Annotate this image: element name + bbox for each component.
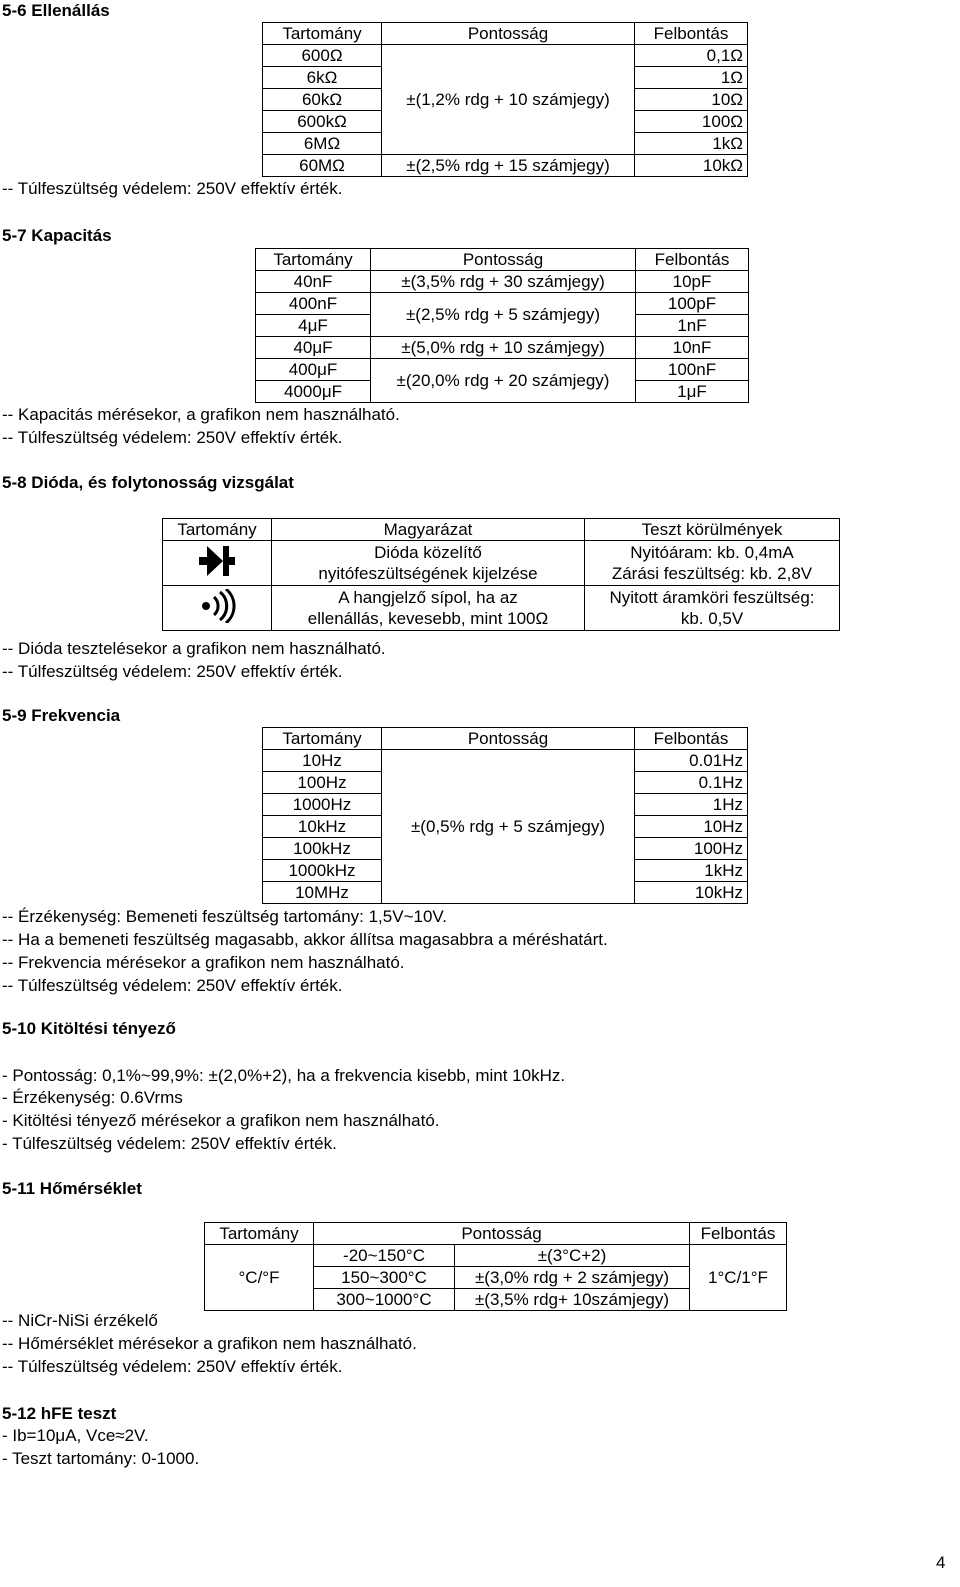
table-header: Teszt körülmények [585, 519, 840, 541]
table-cell: 10kHz [635, 882, 748, 904]
table-cell: 1000kHz [263, 860, 382, 882]
note: -- Túlfeszültség védelem: 250V effektív érték. [2, 428, 343, 447]
table-cell: Nyitott áramköri feszültség: kb. 0,5V [585, 586, 840, 631]
table-cell: 10kHz [263, 816, 382, 838]
table-cell: ±(0,5% rdg + 5 számjegy) [382, 750, 635, 904]
table-cell: 10kΩ [635, 155, 748, 177]
table-cell: ±(2,5% rdg + 5 számjegy) [371, 293, 636, 337]
table-cell: Dióda közelítő nyitófeszültségének kijelzése [272, 541, 585, 586]
section-title-duty-cycle: 5-10 Kitöltési tényező [2, 1019, 176, 1038]
section-title-temperature: 5-11 Hőmérséklet [2, 1179, 142, 1198]
table-cell: 6MΩ [263, 133, 382, 155]
note: -- Túlfeszültség védelem: 250V effektív érték. [2, 179, 343, 198]
table-cell: 60kΩ [263, 89, 382, 111]
table-cell: 1kHz [635, 860, 748, 882]
table-header: Pontosság [371, 249, 636, 271]
note: -- Kapacitás mérésekor, a grafikon nem használható. [2, 405, 400, 424]
table-cell: 1Ω [635, 67, 748, 89]
table-header: Pontosság [382, 728, 635, 750]
table-header: Magyarázat [272, 519, 585, 541]
table-header: Tartomány [263, 728, 382, 750]
table-cell: -20~150°C [314, 1245, 455, 1267]
section-title-capacitance: 5-7 Kapacitás [2, 226, 112, 245]
section-title-frequency: 5-9 Frekvencia [2, 706, 121, 725]
table-cell: ±(3,5% rdg + 30 számjegy) [371, 271, 636, 293]
table-cell: 10Hz [635, 816, 748, 838]
diode-range-cell [163, 541, 272, 586]
table-cell: 1nF [636, 315, 749, 337]
table-cell: 10MHz [263, 882, 382, 904]
buzzer-range-cell [163, 586, 272, 631]
section-title-diode: 5-8 Dióda, és folytonosság vizsgálat [2, 473, 294, 492]
table-cell: 10Ω [635, 89, 748, 111]
table-cell: ±(3,0% rdg + 2 számjegy) [455, 1267, 690, 1289]
section-title-resistance: 5-6 Ellenállás [2, 1, 110, 20]
table-cell: 600Ω [263, 45, 382, 67]
note: -- Túlfeszültség védelem: 250V effektív érték. [2, 662, 343, 681]
table-cell: 100Ω [635, 111, 748, 133]
table-header: Pontosság [382, 23, 635, 45]
note: -- Túlfeszültség védelem: 250V effektív érték. [2, 976, 343, 995]
table-header: Tartomány [256, 249, 371, 271]
table-cell: 600kΩ [263, 111, 382, 133]
table-cell: A hangjelző sípol, ha az ellenállás, kevesebb, mint 100Ω [272, 586, 585, 631]
table-cell: ±(3°C+2) [455, 1245, 690, 1267]
table-cell: 60MΩ [263, 155, 382, 177]
table-cell: 100pF [636, 293, 749, 315]
table-cell: 0.01Hz [635, 750, 748, 772]
table-header: Tartomány [163, 519, 272, 541]
table-cell: 40nF [256, 271, 371, 293]
table-cell: 150~300°C [314, 1267, 455, 1289]
table-cell: 1kΩ [635, 133, 748, 155]
table-cell: 10Hz [263, 750, 382, 772]
note: -- Érzékenység: Bemeneti feszültség tartomány: 1,5V~10V. [2, 907, 447, 926]
resistance-table [262, 22, 748, 177]
table-cell: 300~1000°C [314, 1289, 455, 1311]
note: -- Frekvencia mérésekor a grafikon nem használható. [2, 953, 405, 972]
note: -- NiCr-NiSi érzékelő [2, 1311, 158, 1330]
note: - Ib=10μA, Vce≈2V. [2, 1426, 149, 1445]
page-number: 4 [936, 1553, 946, 1572]
table-cell: Nyitóáram: kb. 0,4mA Zárási feszültség: kb. 2,8V [585, 541, 840, 586]
table-cell: 10nF [636, 337, 749, 359]
table-cell: 1Hz [635, 794, 748, 816]
note: -- Túlfeszültség védelem: 250V effektív érték. [2, 1357, 343, 1376]
table-cell: 100Hz [635, 838, 748, 860]
table-cell: ±(3,5% rdg+ 10számjegy) [455, 1289, 690, 1311]
table-header: Felbontás [635, 728, 748, 750]
table-cell: 400μF [256, 359, 371, 381]
note: -- Hőmérséklet mérésekor a grafikon nem használható. [2, 1334, 417, 1353]
table-cell: 1000Hz [263, 794, 382, 816]
table-cell: 40μF [256, 337, 371, 359]
table-cell: 6kΩ [263, 67, 382, 89]
table-cell: ±(1,2% rdg + 10 számjegy) [382, 45, 635, 155]
table-cell: ±(20,0% rdg + 20 számjegy) [371, 359, 636, 403]
table-cell: ±(2,5% rdg + 15 számjegy) [382, 155, 635, 177]
section-title-hfe: 5-12 hFE teszt [2, 1404, 117, 1423]
temperature-table [204, 1222, 787, 1311]
table-cell: 0.1Hz [635, 772, 748, 794]
table-header: Felbontás [690, 1223, 787, 1245]
diode-icon [197, 564, 237, 583]
buzzer-icon [197, 608, 237, 627]
note: -- Dióda tesztelésekor a grafikon nem használható. [2, 639, 386, 658]
table-cell: 400nF [256, 293, 371, 315]
table-cell: 100kHz [263, 838, 382, 860]
capacitance-table [255, 248, 749, 403]
note: - Túlfeszültség védelem: 250V effektív érték. [2, 1134, 337, 1153]
table-header: Felbontás [635, 23, 748, 45]
table-cell: 10pF [636, 271, 749, 293]
table-cell: °C/°F [205, 1245, 314, 1311]
table-cell: 4000μF [256, 381, 371, 403]
table-cell: 100Hz [263, 772, 382, 794]
table-header: Tartomány [205, 1223, 314, 1245]
table-header: Pontosság [314, 1223, 690, 1245]
table-header: Felbontás [636, 249, 749, 271]
table-cell: 4μF [256, 315, 371, 337]
note: - Pontosság: 0,1%~99,9%: ±(2,0%+2), ha a frekvencia kisebb, mint 10kHz. [2, 1066, 566, 1085]
table-cell: 1μF [636, 381, 749, 403]
table-cell: ±(5,0% rdg + 10 számjegy) [371, 337, 636, 359]
table-header: Tartomány [263, 23, 382, 45]
note: - Érzékenység: 0.6Vrms [2, 1088, 183, 1107]
diode-table [162, 518, 840, 631]
table-cell: 0,1Ω [635, 45, 748, 67]
note: - Kitöltési tényező mérésekor a grafikon nem használható. [2, 1111, 440, 1130]
frequency-table [262, 727, 748, 904]
note: - Teszt tartomány: 0-1000. [2, 1449, 200, 1468]
table-cell: 1°C/1°F [690, 1245, 787, 1311]
table-cell: 100nF [636, 359, 749, 381]
note: -- Ha a bemeneti feszültség magasabb, akkor állítsa magasabbra a méréshatárt. [2, 930, 608, 949]
